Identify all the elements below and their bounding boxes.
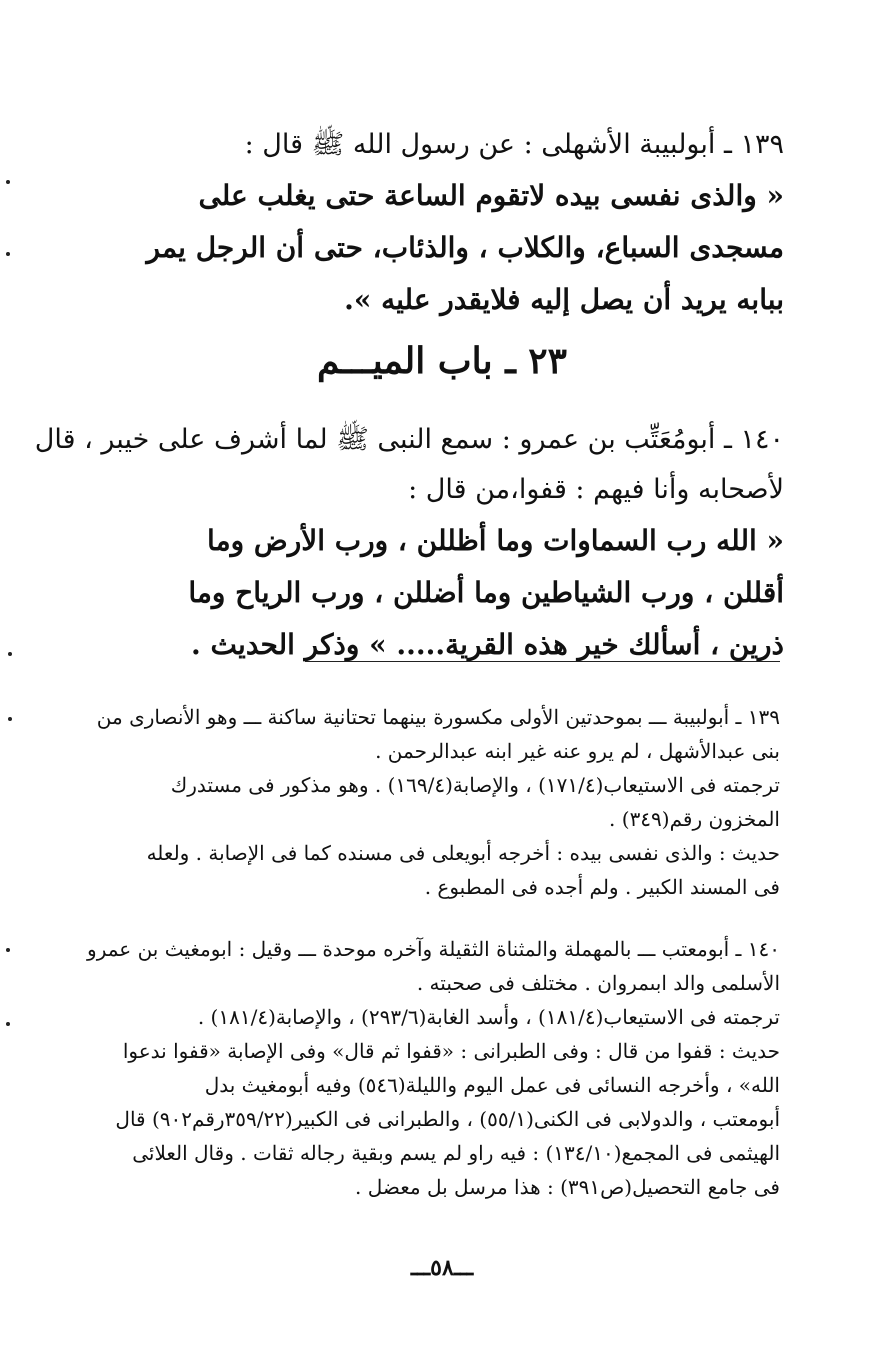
scan-speck xyxy=(6,948,10,952)
footnote-line: الهيثمى فى المجمع(١٣٤/١٠) : فيه راو لم يسم وبقية رجاله ثقات . وقال العلائى xyxy=(132,1141,780,1165)
footnote-separator xyxy=(305,661,780,662)
hadith-line: مسجدى السباع، والكلاب ، والذئاب، حتى أن الرجل يمر xyxy=(146,231,784,264)
footnote-line: ترجمته فى الاستيعاب(١٧١/٤) ، والإصابة(١٦٩/٤) . وهو مذكور فى مستدرك xyxy=(170,773,780,797)
footnote-line: الأسلمى والد ابىمروان . مختلف فى صحبته . xyxy=(416,971,780,995)
footnote-139 xyxy=(96,700,780,904)
footnote-line: ترجمته فى الاستيعاب(١٨١/٤) ، وأسد الغابة(٢٩٣/٦) ، والإصابة(١٨١/٤) . xyxy=(197,1005,780,1029)
scan-speck xyxy=(8,717,12,721)
footnote-line: أبومعتب ، والدولابى فى الكنى(٥٥/١) ، والطبرانى فى الكبير(٣٥٩/٢٢رقم٩٠٢) قال xyxy=(115,1107,780,1131)
chapter-title: ٢٣ ـ باب الميـــم xyxy=(317,340,567,382)
hadith-line: ذرين ، أسألك خير هذه القرية..... » وذكر الحديث . xyxy=(191,628,784,661)
footnote-line: المخزون رقم(٣٤٩) . xyxy=(609,807,780,831)
hadith-line: « الله رب السماوات وما أظللن ، ورب الأرض وما xyxy=(207,524,784,557)
entry-139-intro: ١٣٩ ـ أبولبيبة الأشهلى : عن رسول الله ﷺ قال : xyxy=(244,129,784,160)
footnote-line: حديث : قفوا من قال : وفى الطبرانى : «قفوا ثم قال» وفى الإصابة «قفوا ندعوا xyxy=(122,1039,780,1063)
footnote-line: فى جامع التحصيل(ص٣٩١) : هذا مرسل بل معضل . xyxy=(355,1175,780,1199)
hadith-line: ببابه يريد أن يصل إليه فلايقدر عليه ». xyxy=(344,283,784,316)
entry-140-intro-line: ١٤٠ ـ أبومُعَتِّب بن عمرو : سمع النبى ﷺ لما أشرف على خيبر ، قال xyxy=(34,424,784,455)
scan-speck xyxy=(8,652,12,656)
scan-speck xyxy=(6,1022,10,1026)
page-number: ـــ٥٨ـــ xyxy=(410,1255,474,1281)
footnote-line: الله» ، وأخرجه النسائى فى عمل اليوم والليلة(٥٤٦) وفيه أبومغيث بدل xyxy=(204,1073,780,1097)
entry-140-intro-line: لأصحابه وأنا فيهم : قفوا،من قال : xyxy=(408,474,784,505)
scan-speck xyxy=(6,252,10,256)
footnote-line: ١٣٩ ـ أبولبيبة ـــ بموحدتين الأولى مكسورة بينهما تحتانية ساكنة ـــ وهو الأنصارى من xyxy=(96,705,780,729)
scan-speck xyxy=(6,180,10,184)
footnote-line: بنى عبدالأشهل ، لم يرو عنه غير ابنه عبدالرحمن . xyxy=(375,739,780,763)
entry-139 xyxy=(104,120,784,326)
footnote-line: حديث : والذى نفسى بيده : أخرجه أبويعلى فى مسنده كما فى الإصابة . ولعله xyxy=(146,841,780,865)
hadith-line: أقللن ، ورب الشياطين وما أضللن ، ورب الرياح وما xyxy=(188,576,784,609)
footnote-140 xyxy=(87,932,780,1204)
entry-140 xyxy=(34,415,784,671)
footnote-line: ١٤٠ ـ أبومعتب ـــ بالمهملة والمثناة الثقيلة وآخره موحدة ـــ وقيل : ابومغيث بن عمرو xyxy=(87,937,780,961)
hadith-line: « والذى نفسى بيده لاتقوم الساعة حتى يغلب على xyxy=(198,179,784,212)
footnote-line: فى المسند الكبير . ولم أجده فى المطبوع . xyxy=(424,875,780,899)
